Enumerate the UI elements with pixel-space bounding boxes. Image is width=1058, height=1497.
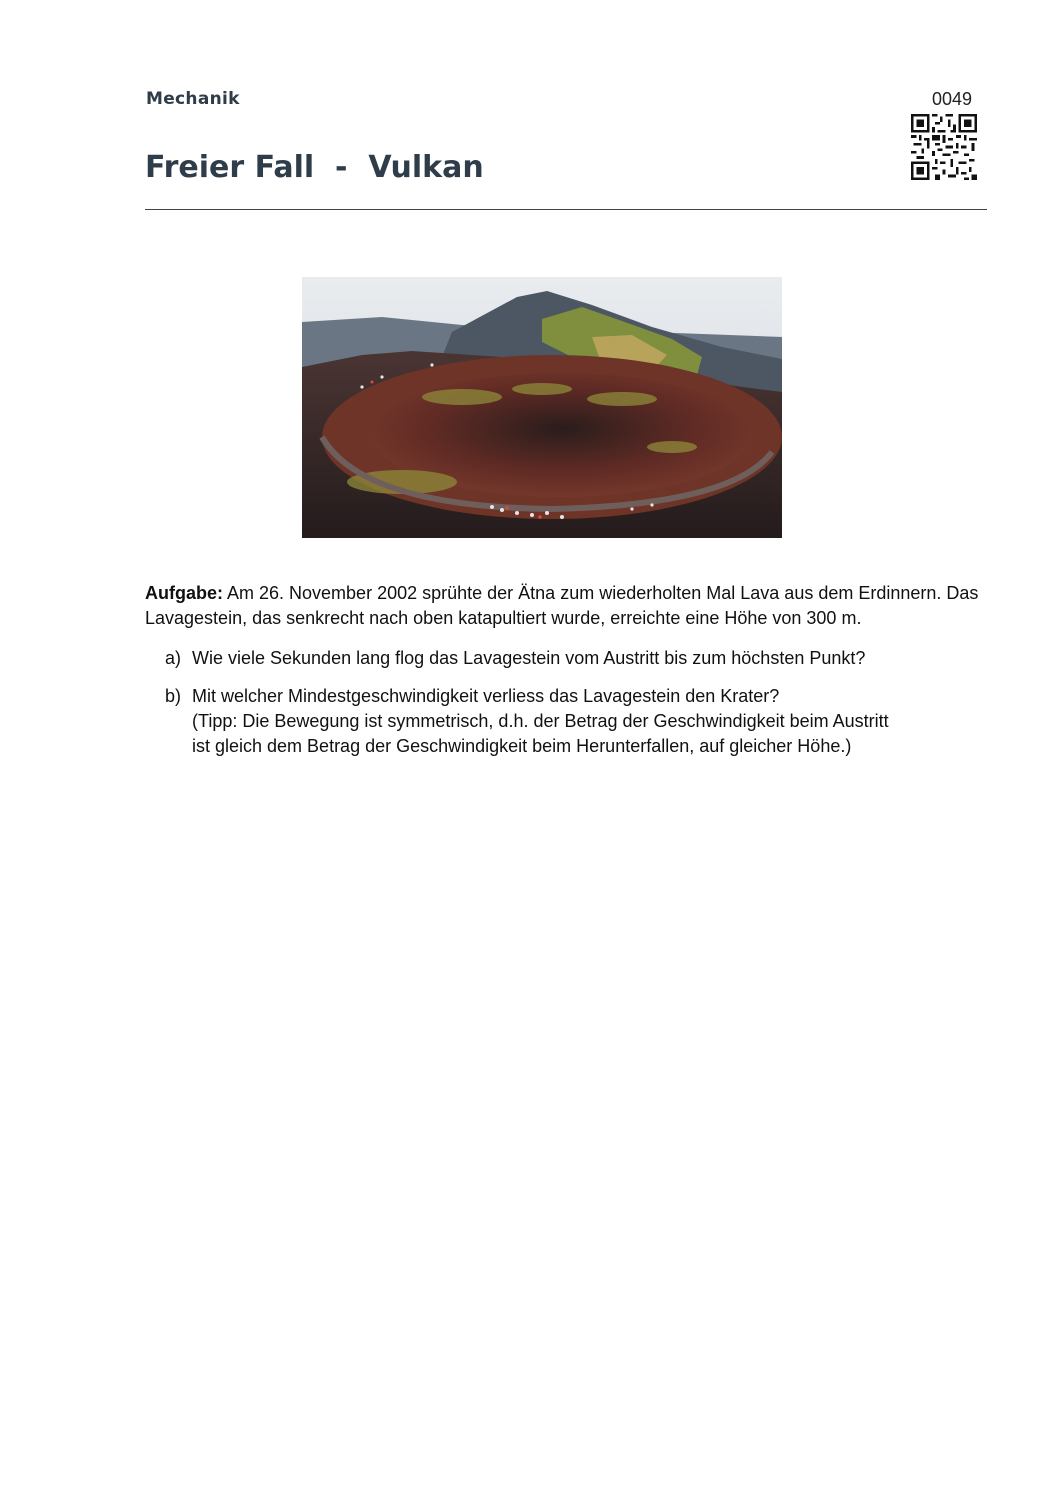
task-text: Am 26. November 2002 sprühte der Ätna zum wiederholten Mal Lava aus dem Erdinnern. Das Lavagestein, das senkrecht nach oben katapultiert wurde, erreichte eine Höhe von 300 m. (145, 583, 979, 628)
task-item-b (145, 684, 995, 759)
item-text-line: (Tipp: Die Bewegung ist symmetrisch, d.h. der Betrag der Geschwindigkeit beim Austritt (192, 711, 889, 731)
item-marker: b) (165, 686, 182, 706)
subject-label: Mechanik (146, 89, 240, 109)
qr-code-icon (911, 114, 977, 180)
task-paragraph (145, 581, 995, 631)
document-number: 0049 (932, 89, 973, 109)
item-text-line: Mit welcher Mindestgeschwindigkeit verliess das Lavagestein den Krater? (192, 686, 780, 706)
volcano-crater-photo (302, 277, 782, 538)
task-item-a (145, 646, 995, 671)
item-text-line: ist gleich dem Betrag der Geschwindigkeit beim Herunterfallen, auf gleicher Höhe.) (192, 736, 852, 756)
page-title: Freier Fall - Vulkan (145, 150, 484, 185)
item-text-line: Wie viele Sekunden lang flog das Lavagestein vom Austritt bis zum höchsten Punkt? (192, 648, 866, 668)
task-items (145, 646, 995, 772)
item-marker: a) (165, 648, 182, 668)
task-label: Aufgabe: (145, 583, 223, 603)
header-divider (145, 209, 987, 210)
